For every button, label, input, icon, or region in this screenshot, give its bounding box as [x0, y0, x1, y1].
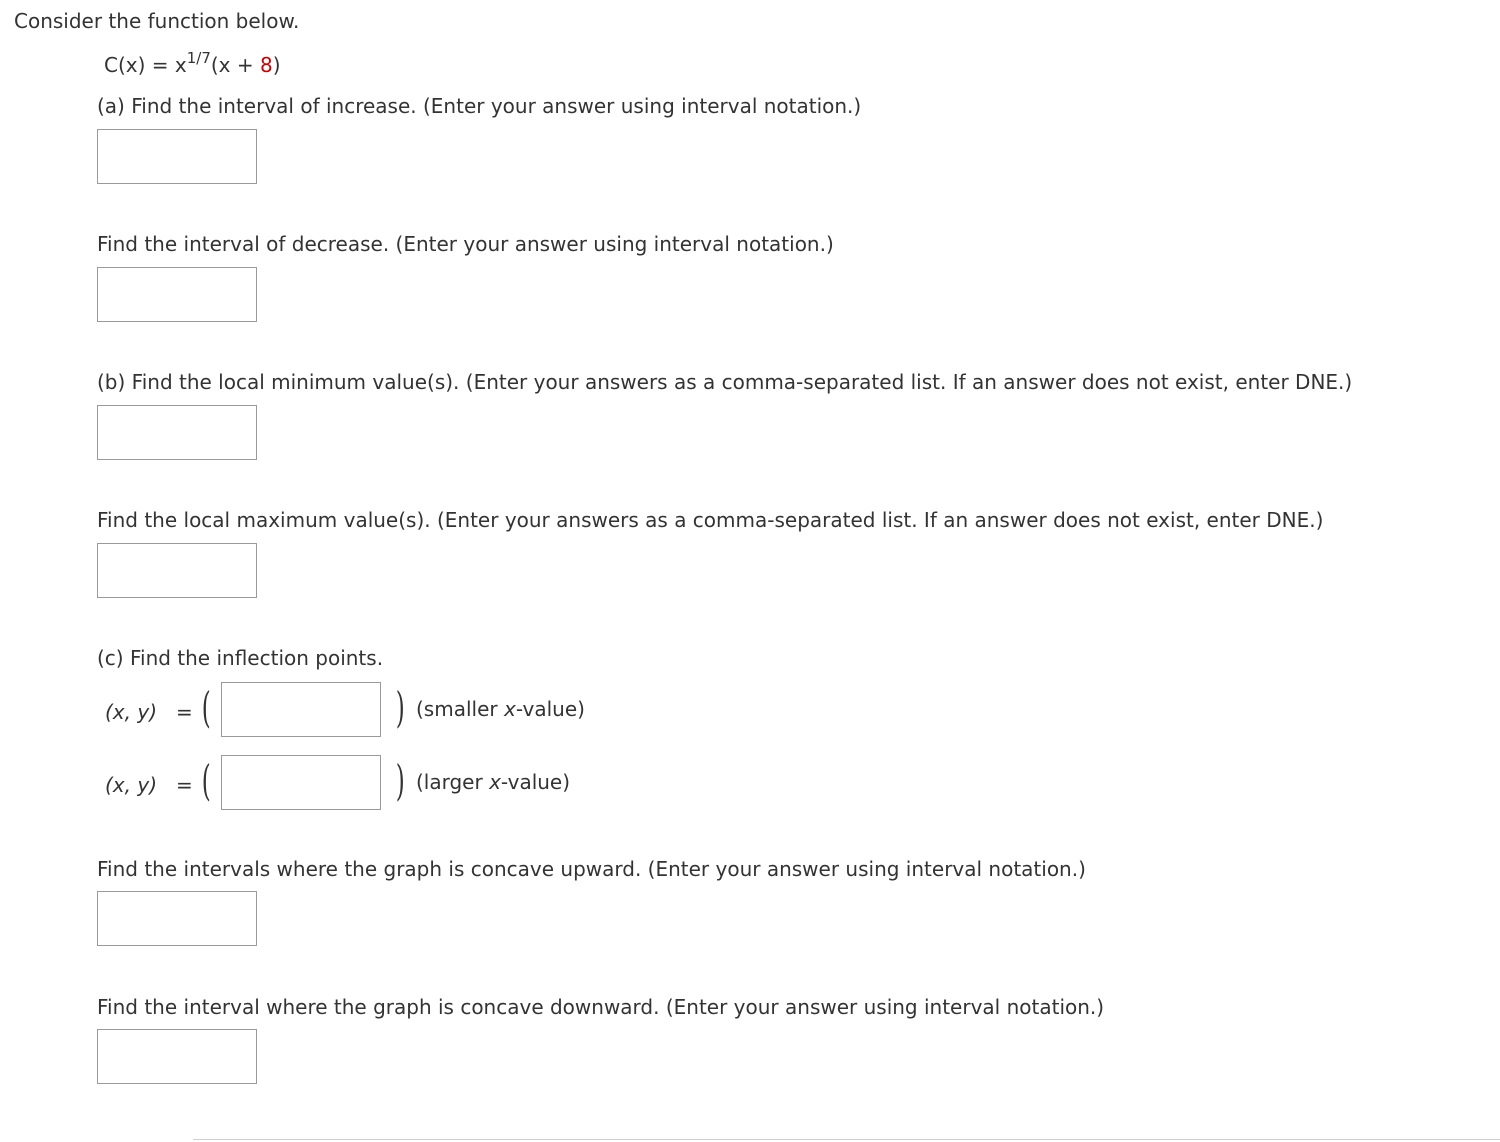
- function-exponent: 1/7: [186, 49, 211, 67]
- note-larger-x-value: [416, 770, 570, 794]
- answer-input-local-maximum[interactable]: [97, 543, 257, 598]
- prompt-interval-decrease: Find the interval of decrease. (Enter your answer using interval notation.): [97, 232, 834, 256]
- open-paren-smaller: (: [201, 683, 211, 732]
- note-smaller-pre: (smaller: [416, 697, 504, 721]
- note-larger-post: -value): [500, 770, 571, 794]
- prompt-concave-downward: Find the interval where the graph is concave downward. (Enter your answer using interval notation.): [97, 995, 1105, 1019]
- close-paren-smaller: ): [395, 683, 405, 732]
- answer-input-decrease[interactable]: [97, 267, 257, 322]
- function-expression: [104, 49, 281, 77]
- function-rhs-close: ): [272, 53, 281, 77]
- note-smaller-var: x: [503, 697, 516, 721]
- answer-input-increase[interactable]: [97, 129, 257, 184]
- function-rhs-open: (x +: [210, 53, 260, 77]
- answer-input-concave-upward[interactable]: [97, 891, 257, 946]
- note-larger-pre: (larger: [416, 770, 490, 794]
- open-paren-larger: (: [201, 756, 211, 805]
- xy-label-larger: [105, 773, 157, 797]
- prompt-local-minimum: (b) Find the local minimum value(s). (Enter your answers as a comma-separated list. If an answer does not exist, enter DNE.): [97, 370, 1353, 394]
- close-paren-larger: ): [395, 756, 405, 805]
- question-intro: Consider the function below.: [14, 9, 300, 33]
- note-smaller-post: -value): [515, 697, 585, 721]
- answer-input-local-minimum[interactable]: [97, 405, 257, 460]
- note-smaller-x-value: [416, 697, 585, 721]
- answer-input-inflection-smaller[interactable]: [221, 682, 381, 737]
- equals-sign-larger: =: [176, 773, 193, 797]
- prompt-inflection-points: (c) Find the inflection points.: [97, 646, 384, 670]
- bottom-divider: [193, 1139, 1500, 1140]
- note-larger-var: x: [489, 770, 501, 794]
- xy-label-text: (x, y): [105, 700, 157, 724]
- answer-input-concave-downward[interactable]: [97, 1029, 257, 1084]
- xy-label-text: (x, y): [105, 773, 157, 797]
- equals-sign-smaller: =: [176, 700, 193, 724]
- prompt-local-maximum: Find the local maximum value(s). (Enter your answers as a comma-separated list. If an answer does not exist, enter DNE.): [97, 508, 1324, 532]
- function-constant: 8: [259, 53, 273, 77]
- prompt-concave-upward: Find the intervals where the graph is concave upward. (Enter your answer using interval notation.): [97, 857, 1086, 881]
- answer-input-inflection-larger[interactable]: [221, 755, 381, 810]
- xy-label-smaller: [105, 700, 157, 724]
- prompt-interval-increase: (a) Find the interval of increase. (Enter your answer using interval notation.): [97, 94, 862, 118]
- function-lhs: C(x) = x: [104, 53, 187, 77]
